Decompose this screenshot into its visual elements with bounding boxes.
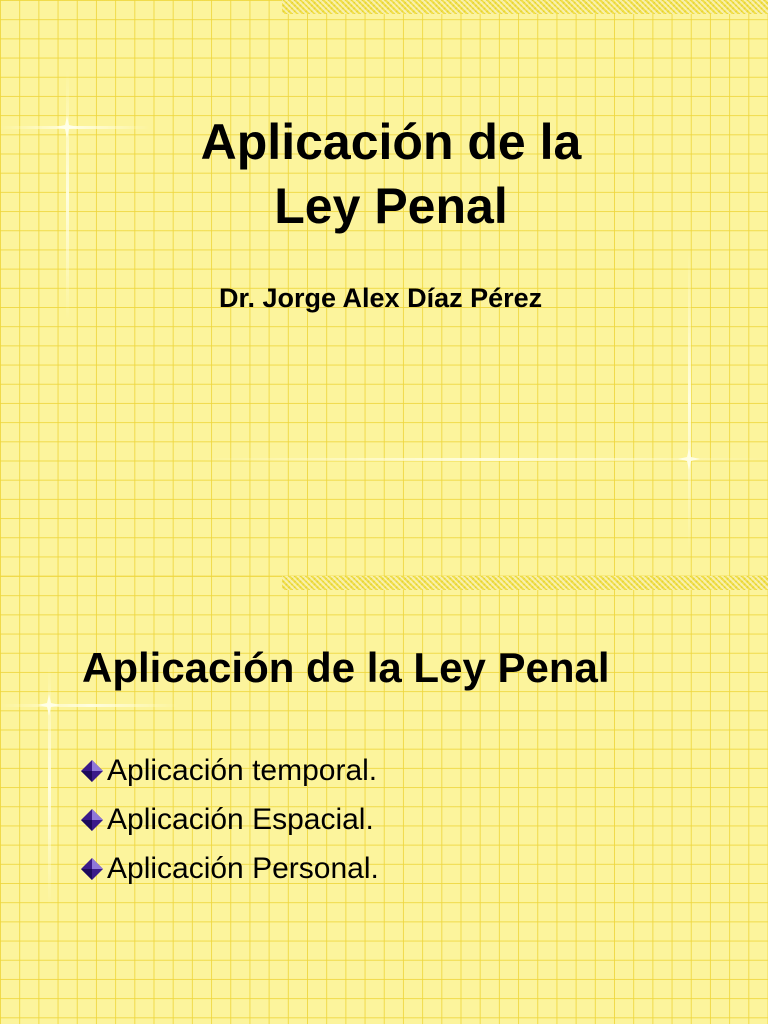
slide-title-line-2: Ley Penal bbox=[274, 178, 508, 234]
list-item bbox=[80, 844, 379, 893]
decorative-band bbox=[282, 576, 768, 590]
bullet-list bbox=[80, 746, 379, 893]
decorative-sparkle-line bbox=[0, 704, 180, 707]
slide-2 bbox=[0, 576, 768, 1024]
slide-title-line-1: Aplicación de la bbox=[200, 114, 582, 170]
decorative-band bbox=[282, 0, 768, 14]
list-item-text: Aplicación temporal. bbox=[107, 753, 378, 787]
slide-title bbox=[14, 110, 768, 238]
sparkle-star-icon bbox=[38, 694, 60, 716]
list-item bbox=[80, 746, 379, 795]
diamond-bullet-icon bbox=[80, 808, 104, 832]
sparkle-star-icon bbox=[678, 448, 700, 470]
list-item-text: Aplicación Espacial. bbox=[107, 802, 374, 836]
diamond-bullet-icon bbox=[80, 857, 104, 881]
slide-subtitle: Dr. Jorge Alex Díaz Pérez bbox=[219, 283, 543, 313]
slide-heading: Aplicación de la Ley Penal bbox=[82, 644, 610, 691]
diamond-bullet-icon bbox=[80, 759, 104, 783]
decorative-sparkle-line bbox=[688, 250, 691, 550]
list-item bbox=[80, 795, 379, 844]
list-item-text: Aplicación Personal. bbox=[107, 851, 379, 885]
